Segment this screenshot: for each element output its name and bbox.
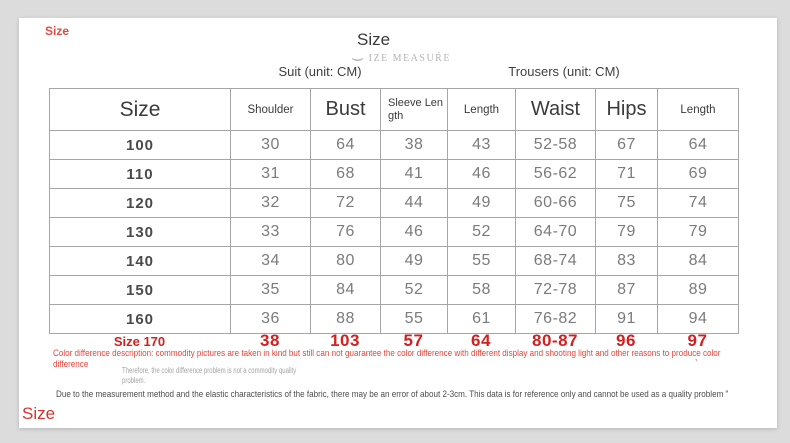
cell-length: 58 (448, 276, 516, 305)
size-label-bottom: Size (22, 404, 56, 423)
table-row (50, 218, 739, 247)
cell-hips: 87 (596, 276, 658, 305)
cell-sleeve: 44 (381, 189, 448, 218)
cell-bust: 88 (311, 305, 381, 334)
size-170-trouser-length: 97 (687, 331, 708, 350)
trousers-unit-header: Trousers (unit: CM) (508, 64, 620, 79)
col-header-size: Size (50, 89, 231, 131)
cell-length: 49 (448, 189, 516, 218)
col-header-trouser-length: Length (658, 89, 739, 131)
cell-trouser-length: 79 (658, 218, 739, 247)
size-170-shoulder: 38 (260, 331, 280, 350)
col-header-bust: Bust (311, 89, 381, 131)
table-row (50, 131, 739, 160)
cell-sleeve: 49 (381, 247, 448, 276)
cell-bust: 76 (311, 218, 381, 247)
cell-shoulder: 36 (231, 305, 311, 334)
size-170-hips: 96 (616, 331, 636, 350)
cell-bust: 84 (311, 276, 381, 305)
watermark-text: IZE MEASUŔE (368, 53, 451, 64)
suit-unit-header: Suit (unit: CM) (278, 64, 362, 79)
table-row (50, 305, 739, 334)
table-row (50, 160, 739, 189)
measurement-error-note: Due to the measurement method and the elastic characteristics of the fabric, there may be an error of about 2-3cm. This data is for reference only and cannot be used as a quality problem " (56, 389, 729, 400)
cell-sleeve: 55 (381, 305, 448, 334)
cell-length: 61 (448, 305, 516, 334)
cell-length: 55 (448, 247, 516, 276)
cell-waist: 76-82 (516, 305, 596, 334)
cell-trouser-length: 64 (658, 131, 739, 160)
cell-waist: 68-74 (516, 247, 596, 276)
color-difference-note-line1: Color difference description: commodity pictures are taken in kind but still can not guarantee the color difference with different display and shooting light and other reasons to produce color (53, 348, 721, 359)
col-header-hips: Hips (596, 89, 658, 131)
cell-trouser-length: 84 (658, 247, 739, 276)
cell-shoulder: 34 (231, 247, 311, 276)
cell-sleeve: 38 (381, 131, 448, 160)
cell-trouser-length: 94 (658, 305, 739, 334)
color-difference-note-line2: difference (53, 359, 89, 370)
content-card (19, 18, 777, 428)
size-170-length: 64 (471, 331, 491, 350)
size-170-bust: 103 (330, 331, 360, 350)
cell-size: 130 (50, 218, 231, 247)
size-label-top: Size (45, 24, 70, 38)
cell-waist: 52-58 (516, 131, 596, 160)
cell-sleeve: 41 (381, 160, 448, 189)
cell-length: 43 (448, 131, 516, 160)
cell-hips: 83 (596, 247, 658, 276)
cell-waist: 56-62 (516, 160, 596, 189)
cell-hips: 71 (596, 160, 658, 189)
col-header-waist: Waist (516, 89, 596, 131)
quality-disclaimer-note (122, 366, 332, 386)
cell-size: 110 (50, 160, 231, 189)
size-170-waist: 80-87 (532, 331, 578, 350)
cell-trouser-length: 69 (658, 160, 739, 189)
quality-disclaimer-line2: problem. (122, 376, 146, 385)
cell-length: 46 (448, 160, 516, 189)
size-table (49, 88, 739, 334)
cell-shoulder: 31 (231, 160, 311, 189)
watermark-s-glyph: ⌣ (351, 47, 365, 69)
cell-size: 100 (50, 131, 231, 160)
cell-sleeve: 52 (381, 276, 448, 305)
col-header-sleeve-length: Sleeve Length (381, 89, 448, 131)
cell-trouser-length: 74 (658, 189, 739, 218)
cell-sleeve: 46 (381, 218, 448, 247)
cell-waist: 64-70 (516, 218, 596, 247)
col-header-shoulder: Shoulder (231, 89, 311, 131)
page-title: Size (357, 30, 391, 49)
cell-hips: 79 (596, 218, 658, 247)
cell-size: 120 (50, 189, 231, 218)
table-row (50, 276, 739, 305)
cell-hips: 67 (596, 131, 658, 160)
cell-size: 150 (50, 276, 231, 305)
cell-bust: 72 (311, 189, 381, 218)
cell-shoulder: 32 (231, 189, 311, 218)
col-header-length: Length (448, 89, 516, 131)
cell-size: 160 (50, 305, 231, 334)
cell-size: 140 (50, 247, 231, 276)
cell-bust: 80 (311, 247, 381, 276)
cell-bust: 64 (311, 131, 381, 160)
cell-length: 52 (448, 218, 516, 247)
cell-hips: 91 (596, 305, 658, 334)
cell-waist: 72-78 (516, 276, 596, 305)
cell-shoulder: 33 (231, 218, 311, 247)
stray-quote-mark: ’ (695, 358, 698, 369)
table-row (50, 189, 739, 218)
cell-bust: 68 (311, 160, 381, 189)
size-170-sleeve: 57 (403, 331, 424, 350)
cell-shoulder: 35 (231, 276, 311, 305)
size-170-label: Size 170 (113, 334, 166, 349)
quality-disclaimer-line1: Therefore, the color difference problem is not a commodity quality (122, 366, 297, 375)
table-header-row (50, 89, 739, 131)
cell-hips: 75 (596, 189, 658, 218)
cell-waist: 60-66 (516, 189, 596, 218)
table-row (50, 247, 739, 276)
cell-trouser-length: 89 (658, 276, 739, 305)
cell-shoulder: 30 (231, 131, 311, 160)
